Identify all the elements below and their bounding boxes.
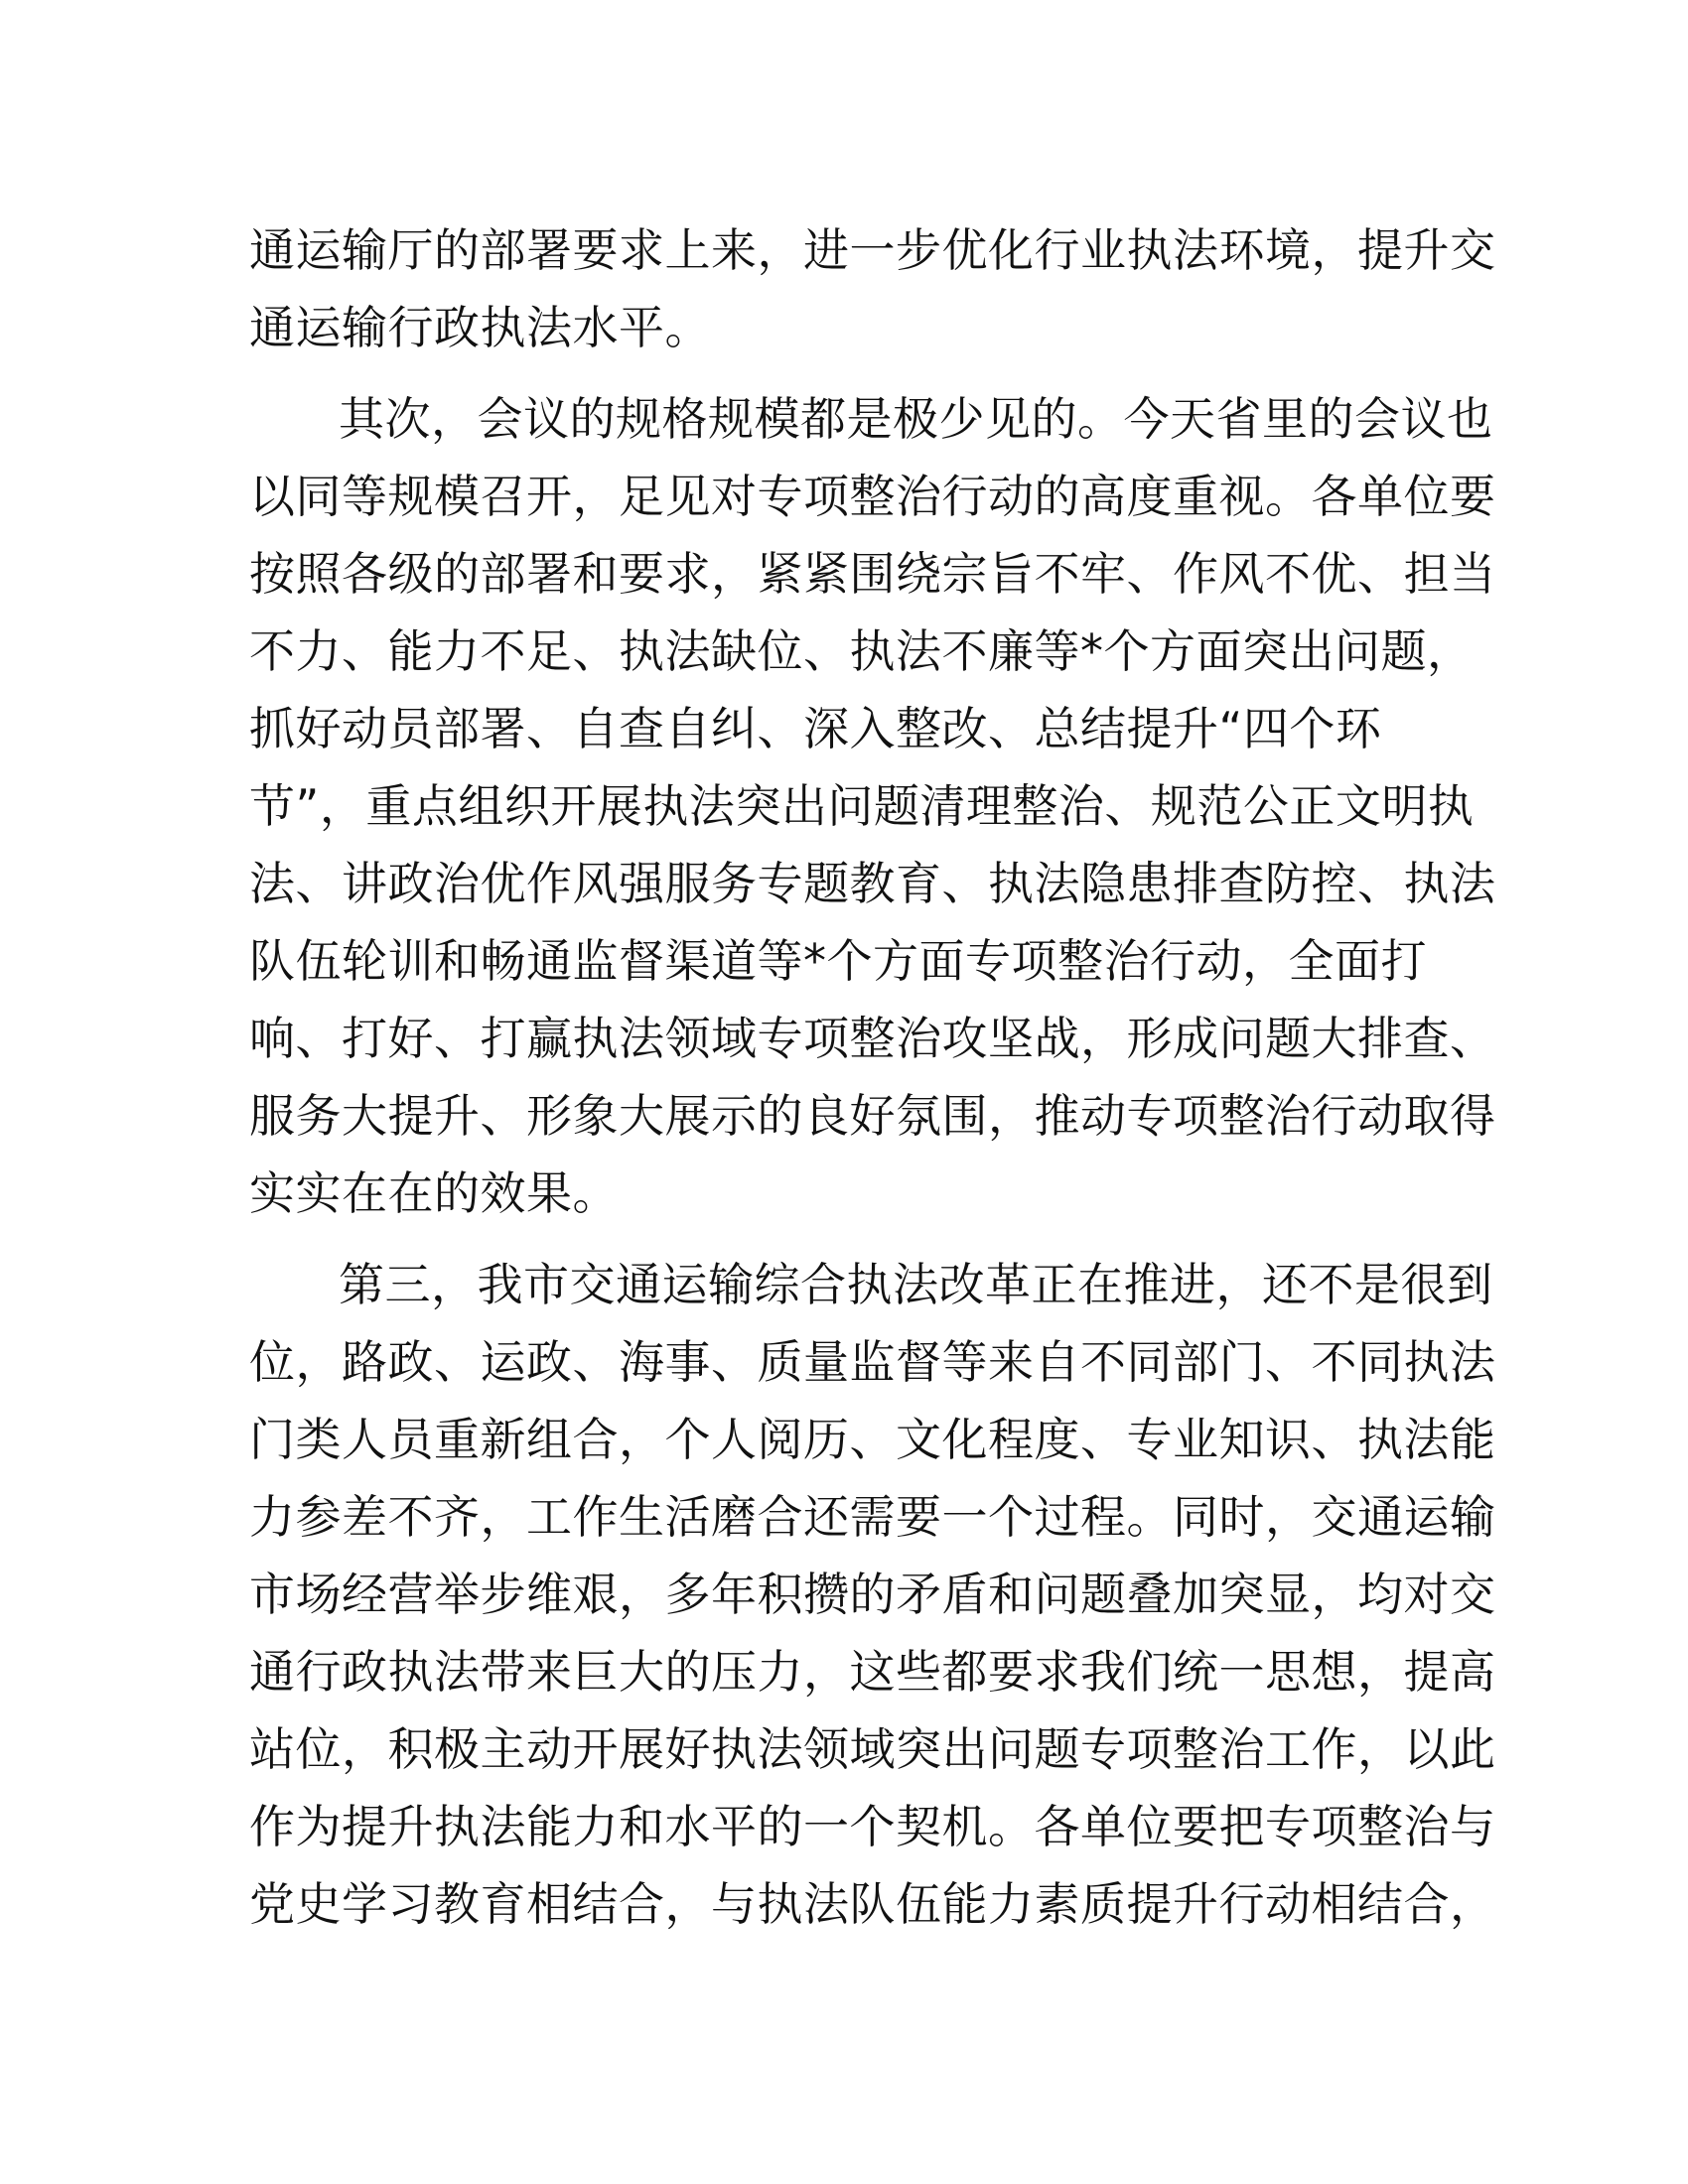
paragraph-line: 力参差不齐，工作生活磨合还需要一个过程。同时，交通运输 [249, 1490, 1496, 1544]
paragraph-line: 党史学习教育相结合，与执法队伍能力素质提升行动相结合， [249, 1877, 1496, 1931]
paragraph-line: 服务大提升、形象大展示的良好氛围，推动专项整治行动取得 [249, 1089, 1496, 1143]
paragraph-line: 站位，积极主动开展好执法领域突出问题专项整治工作，以此 [249, 1722, 1496, 1776]
paragraph-3 [249, 1246, 1496, 1943]
paragraph-line: 实实在在的效果。 [249, 1166, 619, 1220]
paragraph-line: 作为提升执法能力和水平的一个契机。各单位要把专项整治与 [249, 1800, 1496, 1853]
paragraph-line: 通运输行政执法水平。 [249, 301, 711, 354]
paragraph-line: 第三，我市交通运输综合执法改革正在推进，还不是很到 [339, 1258, 1493, 1311]
paragraph-line: 响、打好、打赢执法领域专项整治攻坚战，形成问题大排查、 [249, 1012, 1496, 1065]
paragraph-line: 以同等规模召开，足见对专项整治行动的高度重视。各单位要 [249, 470, 1496, 523]
paragraph-line: 法、讲政治优作风强服务专题教育、执法隐患排查防控、执法 [249, 857, 1496, 910]
paragraph-line: 不力、能力不足、执法缺位、执法不廉等*个方面突出问题， [249, 624, 1474, 678]
paragraph-line: 通行政执法带来巨大的压力，这些都要求我们统一思想，提高 [249, 1645, 1496, 1699]
document-body [249, 211, 1496, 1943]
paragraph-line: 通运输厅的部署要求上来，进一步优化行业执法环境，提升交 [249, 223, 1496, 277]
paragraph-1 [249, 211, 1496, 366]
paragraph-line: 抓好动员部署、自查自纠、深入整改、总结提升“四个环 [249, 702, 1382, 755]
paragraph-2 [249, 380, 1496, 1232]
paragraph-line: 市场经营举步维艰，多年积攒的矛盾和问题叠加突显，均对交 [249, 1568, 1496, 1621]
paragraph-line: 门类人员重新组合，个人阅历、文化程度、专业知识、执法能 [249, 1413, 1496, 1466]
paragraph-line: 按照各级的部署和要求，紧紧围绕宗旨不牢、作风不优、担当 [249, 547, 1496, 601]
paragraph-line: 其次，会议的规格规模都是极少见的。今天省里的会议也 [339, 392, 1493, 446]
paragraph-line: 队伍轮训和畅通监督渠道等*个方面专项整治行动，全面打 [249, 934, 1427, 988]
paragraph-line: 节”，重点组织开展执法突出问题清理整治、规范公正文明执 [249, 779, 1475, 833]
paragraph-line: 位，路政、运政、海事、质量监督等来自不同部门、不同执法 [249, 1335, 1496, 1389]
